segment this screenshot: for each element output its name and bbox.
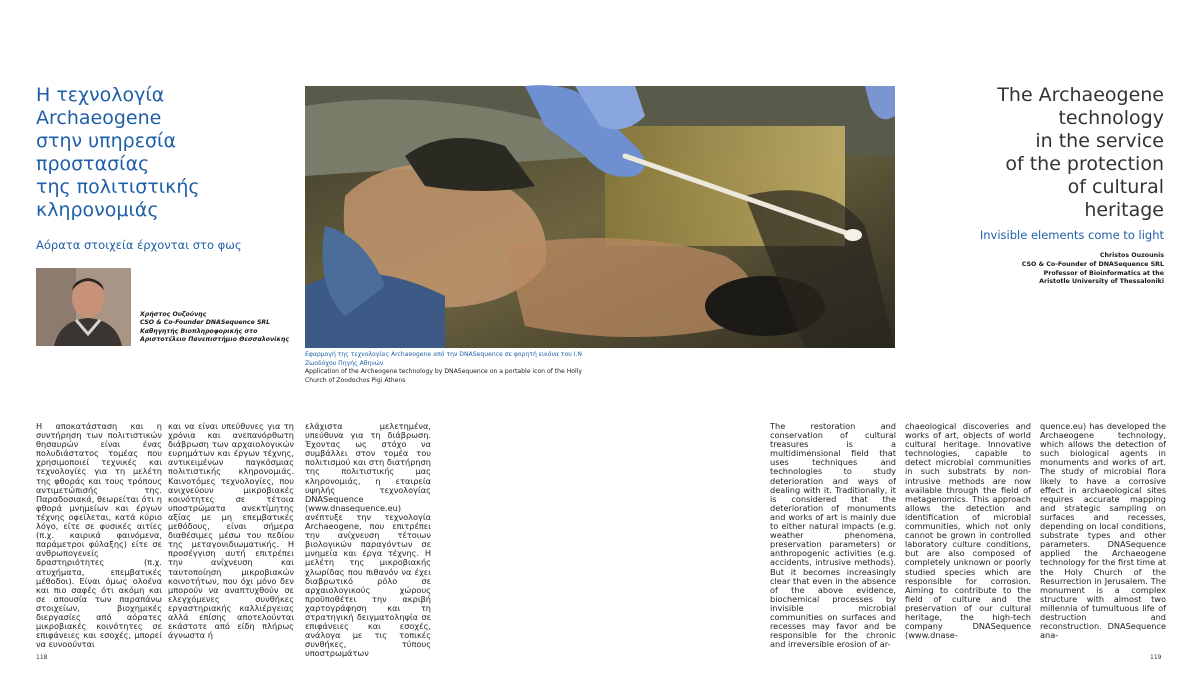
author-info-english: Christos Ouzounis CSO & Co-Founder of DNASequence SRL Professor of Bioinformatics at the Aristotle University of Thessaloniki (1021, 252, 1164, 286)
page-number-left: 118 (36, 654, 48, 661)
author-info-greek: Χρήστος Ουζούνης CSO & Co-Founder DNASequence SRL Καθηγητής Βιοπληροφορικής στο Αριστοτέλειο Πανεπιστήμιο Θεσσαλονίκης (140, 311, 290, 344)
body-column-greek-3: ελάχιστα μελετημένα, υπεύθυνα για τη διάβρωση. Έχοντας ως στόχο να συμβάλλει στον τομέα του πολιτισμού και στη διατήρηση της πολιτιστικής μας κληρονομιάς, η εταιρεία υψηλής τεχνολογίας DNASequence (www.dnasequence.eu) ανέπτυξε την τεχνολογία Archaeogene, που επιτρέπει την ανίχνευση τέτοιων βιολογικών παραγόντων σε μνημεία και έργα τέχνης. Η μελέτη της μικροβιακής χλωρίδας που πιθανόν να έχει διαβρωτικό ρόλο σε αρχαιολογικούς χώρους προϋποθέτει την ακριβή χαρτογράφηση και τη στρατηγική δειγματοληψία σε επιφάνειες και εσοχές, ανάλογα με τις τοπικές συνθήκες, τύπους υποστρωμάτων (305, 421, 431, 659)
body-column-english-3: quence.eu) has developed the Archaeogene technology, which allows the detection of such biological agents in monuments and works of art. The study of microbial flora likely to have a corrosive effect in archaeological sites requires accurate mapping and strategic sampling on surfaces and recesses, depending on local conditions, substrate types and other parameters. DNASequence applied the Archaeogene technology for the first time at the Holy Church of the Resurrection in Jerusalem. The monument is a complex structure with almost two millennia of tumultuous life of destruction and reconstruction. DNASequence ana- (1040, 421, 1166, 641)
portrait-image (36, 268, 131, 346)
subtitle-greek: Αόρατα στοιχεία έρχονται στο φως (36, 238, 242, 252)
painted-icon-image (305, 86, 895, 348)
page-number-right: 119 (1150, 654, 1162, 661)
body-column-greek-1: Η αποκατάσταση και η συντήρηση των πολιτιστικών θησαυρών είναι ένας πολυδιάστατος τομέας που χρησιμοποιεί τεχνικές και τεχνολογίες για τη μελέτη της φθοράς και τους τρόπους αντιμετώπισής της. Παραδοσιακά, θεωρείται ότι η φθορά μνημείων και έργων τέχνης οφείλεται, κατά κύριο λόγο, είτε σε φυσικές αιτίες (π.χ. καιρικά φαινόμενα, παράμετροι φύλαξης) είτε σε ανθρωπογενείς δραστηριότητες (π.χ. ατυχήματα, επεμβατικές μέθοδοι). Είναι όμως ολοένα και πιο σαφές ότι ακόμη και σε απουσία των παραπάνω στοιχείων, βιοχημικές διεργασίες από αόρατες μικροβιακές κοινότητες σε επιφάνειες και εσοχές, μπορεί να ευνοούνται (36, 421, 162, 650)
body-column-english-1: The restoration and conservation of cultural treasures is a multidimensional field that uses techniques and technologies to study deterioration and ways of dealing with it. Traditionally, it is considered that the deterioration of monuments and works of art is mainly due to either natural impacts (e.g. weather phenomena, preservation parameters) or anthropogenic activities (e.g. accidents, intrusive methods). But it becomes increasingly clear that even in the absence of the above evidence, biochemical processes by invisible microbial communities on surfaces and recesses may favor and be responsible for the chronic and irreversible erosion of ar- (770, 421, 896, 650)
author-photo (36, 268, 131, 346)
body-column-english-2: chaeological discoveries and works of art, objects of world cultural heritage. Innovative technologies, capable to detect microbial communities in such substrats by non-intrusive methods are now available through the field of metagenomics. This approach allows the detection and identification of microbial communities, which not only cannot be grown in controlled laboratory culture conditions, but are also composed of completely unknown or poorly studied species which are responsible for corrosion. Aiming to contribute to the field of culture and the preservation of our cultural heritage, the high-tech company DNASequence (www.dnase- (905, 421, 1031, 641)
caption-greek: Εφαρμογή της τεχνολογίας Archaeogene από την DNASequence σε φορητή εικόνα του Ι.Ν Ζωοδόχου Πηγής Αθηνών (305, 351, 582, 367)
caption-english: Application of the Archeogene technology by DNASequence on a portable icon of the Holly Church of Zoodochos Pigi Athens (305, 368, 583, 384)
title-english: The Archaeogene technology in the service of the protection of cultural heritage (997, 84, 1164, 221)
subtitle-english: Invisible elements come to light (979, 228, 1164, 242)
icon-sampling-photo (305, 86, 895, 348)
title-greek: Η τεχνολογία Archaeogene στην υπηρεσία προστασίας της πολιτιστικής κληρονομιάς (36, 84, 200, 221)
figure-caption (305, 351, 605, 385)
body-column-greek-2: και να είναι υπεύθυνες για τη χρόνια και ανεπανόρθωτη διάβρωση των αρχαιολογικών ευρημάτων και έργων τέχνης, αντικειμένων παγκόσμιας πολιτιστικής κληρονομιάς. Καινοτόμες τεχνολογίες, που ανιχνεύουν μικροβιακές κοινότητες σε τέτοια υποστρώματα ανεκτίμητης αξίας με μη επεμβατικές μεθόδους, είναι σήμερα διαθέσιμες μέσω του πεδίου της μεταγονιδιωματικής. Η προσέγγιση αυτή επιτρέπει την ανίχνευση και ταυτοποίηση μικροβιακών κοινοτήτων, που όχι μόνο δεν μπορούν να αναπτυχθούν σε ελεγχόμενες συνθήκες εργαστηριακής καλλιέργειας αλλά επίσης αποτελούνται εκάστοτε από είδη πλήρως άγνωστα ή (168, 421, 294, 641)
